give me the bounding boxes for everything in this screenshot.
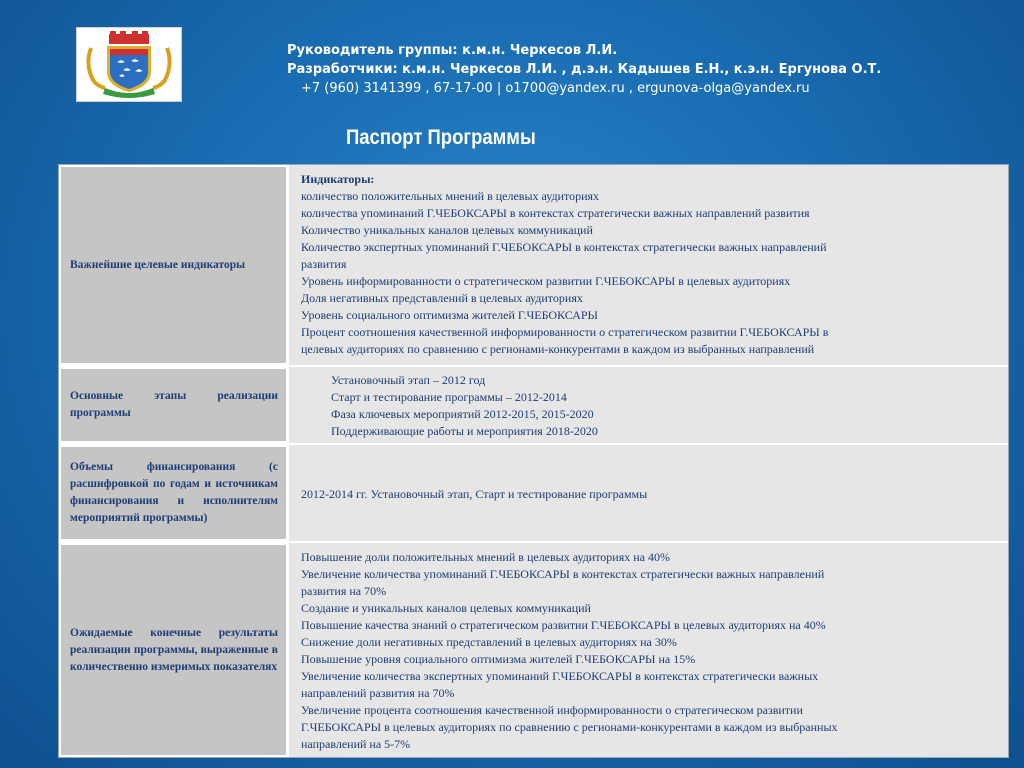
row-label: Ожидаемые конечные результаты реализации программы, выраженные в количественно измеримых показателях <box>59 543 289 757</box>
list-item: Повышение качества знаний о стратегическом развитии Г.ЧЕБОКСАРЫ в целевых аудиториях на 40% <box>301 618 826 632</box>
leader-line: Руководитель группы: к.м.н. Черкесов Л.И. <box>287 43 618 58</box>
table-row-stages <box>59 365 1008 443</box>
table-row-financing <box>59 443 1008 541</box>
row-content <box>289 165 1008 365</box>
list-item: Повышение уровня социального оптимизма жителей Г.ЧЕБОКСАРЫ на 15% <box>301 652 696 666</box>
passport-table <box>58 164 1009 758</box>
contacts-line: +7 (960) 3141399 , 67-17-00 | o1700@yandex.ru , ergunova-olga@yandex.ru <box>301 81 810 96</box>
list-item: Установочный этап – 2012 год <box>331 373 486 387</box>
header-block <box>287 41 881 98</box>
list-item: Повышение доли положительных мнений в целевых аудиториях на 40% <box>301 550 670 564</box>
table-row-indicators <box>59 165 1008 365</box>
list-item: развития на 70% <box>301 584 387 598</box>
list-item: Доля негативных представлений в целевых аудиториях <box>301 291 583 305</box>
list-item: Увеличение количества упоминаний Г.ЧЕБОКСАРЫ в контекстах стратегически важных направлений <box>301 567 825 581</box>
list-item: направлений развития на 70% <box>301 686 455 700</box>
list-item: Количество уникальных каналов целевых коммуникаций <box>301 223 593 237</box>
row-content <box>289 543 1008 757</box>
list-item: Увеличение процента соотношения качественной информированности о стратегическом развитии <box>301 703 803 717</box>
list-item: Уровень социального оптимизма жителей Г.ЧЕБОКСАРЫ <box>301 308 598 322</box>
indicators-heading: Индикаторы: <box>301 172 375 186</box>
developers-line: Разработчики: к.м.н. Черкесов Л.И. , д.э.н. Кадышев Е.Н., к.э.н. Ергунова О.Т. <box>287 62 882 77</box>
list-item: направлений на 5-7% <box>301 737 411 751</box>
page-title: Паспорт Программы <box>346 126 536 149</box>
row-label: Важнейшие целевые индикаторы <box>59 165 289 365</box>
list-item: развития <box>301 257 347 271</box>
list-item: Создание и уникальных каналов целевых коммуникаций <box>301 601 591 615</box>
row-label: Основные этапы реализации программы <box>59 367 289 443</box>
list-item: Уровень информированности о стратегическом развитии Г.ЧЕБОКСАРЫ в целевых аудиториях <box>301 274 791 288</box>
list-item: целевых аудиториях по сравнению с регионами-конкурентами в каждом из выбранных направлений <box>301 342 815 356</box>
list-item: количество положительных мнений в целевых аудиториях <box>301 189 600 203</box>
coat-of-arms-logo <box>76 27 182 102</box>
list-item: Фаза ключевых мероприятий 2012-2015, 2015-2020 <box>331 407 594 421</box>
list-item: Г.ЧЕБОКСАРЫ в целевых аудиториях по сравнению с регионами-конкурентами в каждом из выбранных <box>301 720 838 734</box>
row-content <box>289 445 1008 541</box>
row-content <box>289 367 1008 443</box>
list-item: Количество экспертных упоминаний Г.ЧЕБОКСАРЫ в контекстах стратегически важных направлений <box>301 240 827 254</box>
list-item: 2012-2014 гг. Установочный этап, Старт и тестирование программы <box>301 486 648 501</box>
list-item: количества упоминаний Г.ЧЕБОКСАРЫ в контекстах стратегически важных направлений развития <box>301 206 810 220</box>
list-item: Старт и тестирование программы – 2012-2014 <box>331 390 567 404</box>
list-item: Поддерживающие работы и мероприятия 2018-2020 <box>331 424 598 438</box>
row-label: Объемы финансирования (с расшифровкой по годам и источникам финансирования и исполнителям мероприятий программы) <box>59 445 289 541</box>
table-row-results <box>59 541 1008 757</box>
list-item: Снижение доли негативных представлений в целевых аудиториях на 30% <box>301 635 677 649</box>
list-item: Увеличение количества экспертных упоминаний Г.ЧЕБОКСАРЫ в контекстах стратегически важных <box>301 669 819 683</box>
list-item: Процент соотношения качественной информированности о стратегическом развитии Г.ЧЕБОКСАРЫ в <box>301 325 829 339</box>
